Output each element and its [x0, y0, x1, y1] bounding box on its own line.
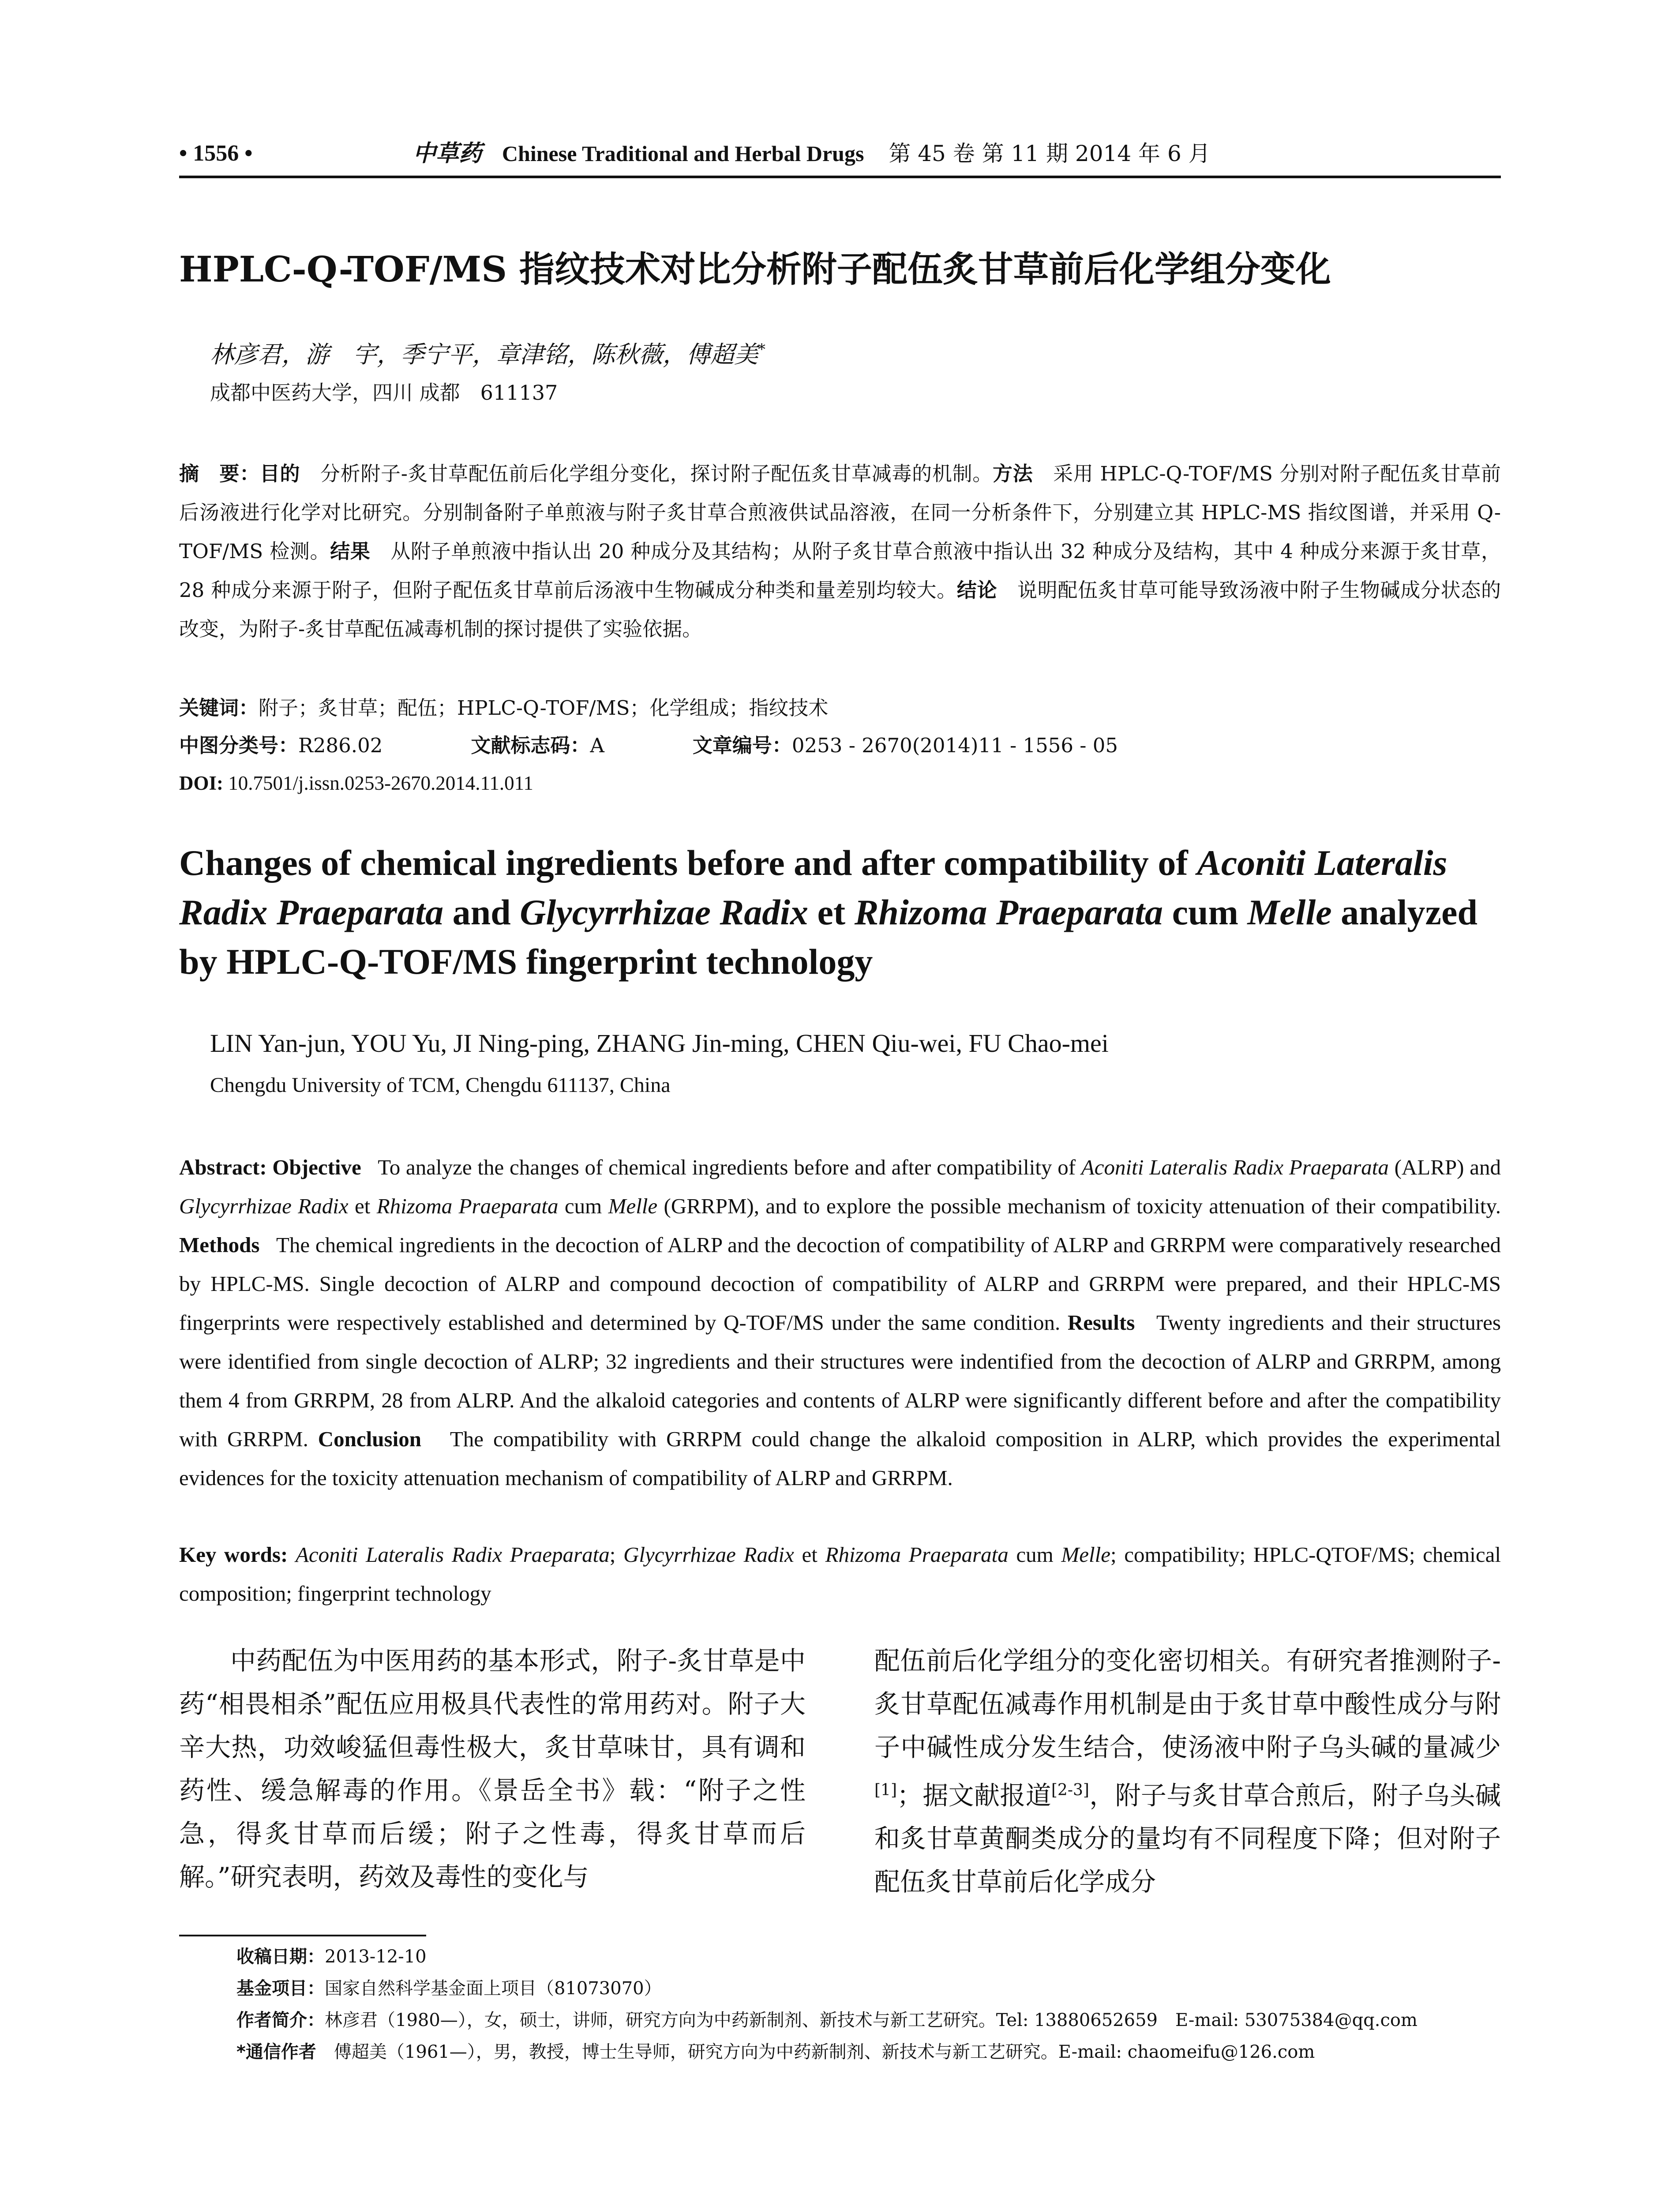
- conclusion-label-cn: 结论: [956, 578, 998, 602]
- latin-name: Melle: [608, 1194, 658, 1218]
- title-part: et: [808, 892, 855, 932]
- title-latin-name: Aconiti Lateralis Radix Praeparata: [179, 843, 1448, 932]
- doc-code-value: A: [590, 734, 604, 757]
- latin-name: Rhizoma Praeparata: [376, 1194, 559, 1218]
- footnote-label: 基金项目：: [236, 1978, 325, 1999]
- body-text: ，附子与炙甘草合煎后，附子乌头碱和炙甘草黄酮类成分的量均有不同程度下降；但对附子配伍炙甘草前后化学成分: [874, 1780, 1501, 1897]
- methods-text-en: The chemical ingredients in the decoction of ALRP and the decoction of compatibility of ALRP and GRRPM were comparatively researched by HPLC-MS. Single decoction of ALRP and compound decoction of compatibility of ALRP and GRRPM were prepared, and their HPLC-MS fingerprints were respectively established and determined by Q-TOF/MS under the same condition.: [179, 1233, 1501, 1335]
- footnote-rule: [179, 1935, 426, 1936]
- doi-label: DOI:: [179, 772, 223, 794]
- results-text-cn: 从附子单煎液中指认出 20 种成分及其结构；从附子炙甘草合煎液中指认出 32 种成分及结构，其中 4 种成分来源于炙甘草，28 种成分来源于附子，但附子配伍炙甘草前后汤液中生物碱成分种类和量差别均较大。: [179, 540, 1501, 602]
- footnote-text: 林彦君（1980—），女，硕士，讲师，研究方向为中药新制剂、新技术与新工艺研究。Tel: 13880652659 E-mail: 53075384@qq.com: [325, 2010, 1418, 2030]
- journal-info: [413, 136, 1211, 171]
- methods-label-en: Methods: [179, 1233, 260, 1257]
- body-text: 配伍前后化学组分的变化密切相关。有研究者推测附子-炙甘草配伍减毒作用机制是由于炙甘草中酸性成分与附子中碱性成分发生结合，使汤液中附子乌头碱的量减少: [874, 1646, 1501, 1762]
- citation-ref[interactable]: [2-3]: [1051, 1781, 1089, 1799]
- title-latin-name: Rhizoma Praeparata: [854, 892, 1163, 932]
- doi-line: [179, 765, 533, 801]
- keyword-latin: Glycyrrhizae Radix: [623, 1542, 794, 1567]
- chinese-author-list: 林彦君，游 宇，季宁平，章津铭，陈秋薇，傅超美: [210, 341, 758, 368]
- article-no-value: 0253 - 2670(2014)11 - 1556 - 05: [791, 734, 1118, 757]
- title-latin-name: Melle: [1247, 892, 1332, 932]
- classification-line: [179, 728, 1118, 763]
- footnote-label: 收稿日期：: [236, 1947, 325, 1967]
- keywords-label-cn: 关键词：: [179, 696, 259, 720]
- keyword-latin: Aconiti Lateralis Radix Praeparata: [295, 1542, 610, 1567]
- chinese-abstract: [179, 454, 1501, 649]
- objective-label-en: Objective: [272, 1155, 361, 1179]
- latin-name: Glycyrrhizae Radix: [179, 1194, 349, 1218]
- doi-value: 10.7501/j.issn.0253-2670.2014.11.011: [228, 772, 533, 794]
- conclusion-text-cn: 说明配伍炙甘草可能导致汤液中附子生物碱成分状态的改变，为附子-炙甘草配伍减毒机制的探讨提供了实验依据。: [179, 578, 1501, 641]
- keyword-sep: et: [794, 1542, 825, 1567]
- issue-info: 第 45 卷 第 11 期 2014 年 6 月: [889, 141, 1211, 166]
- keyword-text: ; compatibility; HPLC-QTOF/MS; chemical composition; fingerprint technology: [179, 1542, 1501, 1606]
- corresponding-mark: *: [758, 341, 765, 358]
- journal-name-cn: 中草药: [413, 140, 482, 167]
- chinese-authors: [210, 332, 765, 372]
- footnote-corresponding: [236, 2037, 1315, 2067]
- article-no-label: 文章编号：: [692, 734, 792, 757]
- keyword-latin: Rhizoma Praeparata: [825, 1542, 1009, 1567]
- objective-text-en: et: [348, 1194, 377, 1218]
- objective-text-en: To analyze the changes of chemical ingredients before and after compatibility of: [378, 1155, 1081, 1179]
- title-part: and: [443, 892, 520, 932]
- abstract-label-cn: 摘 要：: [179, 462, 260, 485]
- methods-text-cn: 采用 HPLC-Q-TOF/MS 分别对附子配伍炙甘草前后汤液进行化学对比研究。分别制备附子单煎液与附子炙甘草合煎液供试品溶液，在同一分析条件下，分别建立其 HPLC-MS 指纹图谱，并采用 Q-TOF/MS 检测。: [179, 462, 1501, 563]
- abstract-label-en: Abstract:: [179, 1155, 267, 1179]
- objective-text-en: cum: [558, 1194, 608, 1218]
- chinese-title: HPLC-Q-TOF/MS 指纹技术对比分析附子配伍炙甘草前后化学组分变化: [179, 248, 1331, 290]
- keyword-sep: cum: [1008, 1542, 1061, 1567]
- latin-name: Aconiti Lateralis Radix Praeparata: [1081, 1155, 1389, 1179]
- keyword-sep: ;: [609, 1542, 623, 1567]
- results-label-cn: 结果: [330, 540, 371, 563]
- objective-text-en: (ALRP) and: [1388, 1155, 1501, 1179]
- footnote-text: 国家自然科学基金面上项目（81073070）: [325, 1978, 662, 1999]
- keyword-latin: Melle: [1061, 1542, 1110, 1567]
- footnote-label: *通信作者: [236, 2042, 316, 2062]
- clc-label: 中图分类号：: [179, 734, 299, 757]
- footnote-text: 2013-12-10: [325, 1947, 427, 1967]
- doc-code-label: 文献标志码：: [471, 734, 590, 757]
- methods-label-cn: 方法: [993, 462, 1033, 485]
- objective-text-en: (GRRPM), and to explore the possible mechanism of toxicity attenuation of their compatibility.: [657, 1194, 1501, 1218]
- objective-text-cn: 分析附子-炙甘草配伍前后化学组分变化，探讨附子配伍炙甘草减毒的机制。: [320, 462, 993, 485]
- english-keywords: [179, 1535, 1501, 1613]
- objective-label-cn: 目的: [259, 462, 300, 485]
- journal-name-en: Chinese Traditional and Herbal Drugs: [502, 141, 864, 166]
- footnote-fund: [236, 1973, 662, 2004]
- clc-value: R286.02: [298, 734, 383, 757]
- english-authors: LIN Yan-jun, YOU Yu, JI Ning-ping, ZHANG Jin-ming, CHEN Qiu-wei, FU Chao-mei: [210, 1029, 1109, 1058]
- title-part: cum: [1163, 892, 1248, 932]
- title-part: analyzed by HPLC-Q-TOF/MS fingerprint technology: [179, 892, 1478, 982]
- body-column-right: [874, 1639, 1501, 1903]
- running-header: [179, 136, 1501, 171]
- keywords-text-cn: 附子；炙甘草；配伍；HPLC-Q-TOF/MS；化学组成；指纹技术: [259, 696, 829, 720]
- conclusion-label-en: Conclusion: [318, 1427, 421, 1451]
- footnote-label: 作者简介：: [236, 2010, 325, 2030]
- english-abstract: [179, 1148, 1501, 1497]
- english-title: [179, 838, 1503, 987]
- title-latin-name: Glycyrrhizae Radix: [520, 892, 808, 932]
- title-part: Changes of chemical ingredients before and after compatibility of: [179, 843, 1197, 883]
- chinese-affiliation: 成都中医药大学，四川 成都 611137: [210, 381, 558, 405]
- english-affiliation: Chengdu University of TCM, Chengdu 611137, China: [210, 1073, 671, 1097]
- footnote-author-bio: [236, 2005, 1418, 2036]
- results-text-en: Twenty ingredients and their structures were identified from single decoction of ALRP; 32 ingredients and their structures were indentified from the decoction of ALRP and GRRPM, among them 4 from GRRPM, 28 from ALRP. And the alkaloid categories and contents of ALRP were significantly different before and after the compatibility with GRRPM.: [179, 1310, 1501, 1451]
- footnote-text: 傅超美（1961—），男，教授，博士生导师，研究方向为中药新制剂、新技术与新工艺研究。E-mail: chaomeifu@126.com: [334, 2042, 1315, 2062]
- keywords-label-en: Key words:: [179, 1542, 288, 1567]
- results-label-en: Results: [1067, 1310, 1135, 1335]
- citation-ref[interactable]: [1]: [874, 1781, 897, 1799]
- footnote-received: [236, 1941, 427, 1972]
- body-text: ；据文献报道: [897, 1780, 1051, 1811]
- header-rule: [179, 176, 1501, 178]
- chinese-keywords: [179, 690, 828, 726]
- conclusion-text-en: The compatibility with GRRPM could change the alkaloid composition in ALRP, which provides the experimental evidences for the toxicity attenuation mechanism of compatibility of ALRP and GRRPM.: [179, 1427, 1501, 1490]
- page-number: • 1556 •: [179, 141, 253, 166]
- body-column-left: 中药配伍为中医用药的基本形式，附子-炙甘草是中药“相畏相杀”配伍应用极具代表性的常用药对。附子大辛大热，功效峻猛但毒性极大，炙甘草味甘，具有调和药性、缓急解毒的作用。《景岳全书》载：“附子之性急，得炙甘草而后缓；附子之性毒，得炙甘草而后解。”研究表明，药效及毒性的变化与: [179, 1646, 806, 1892]
